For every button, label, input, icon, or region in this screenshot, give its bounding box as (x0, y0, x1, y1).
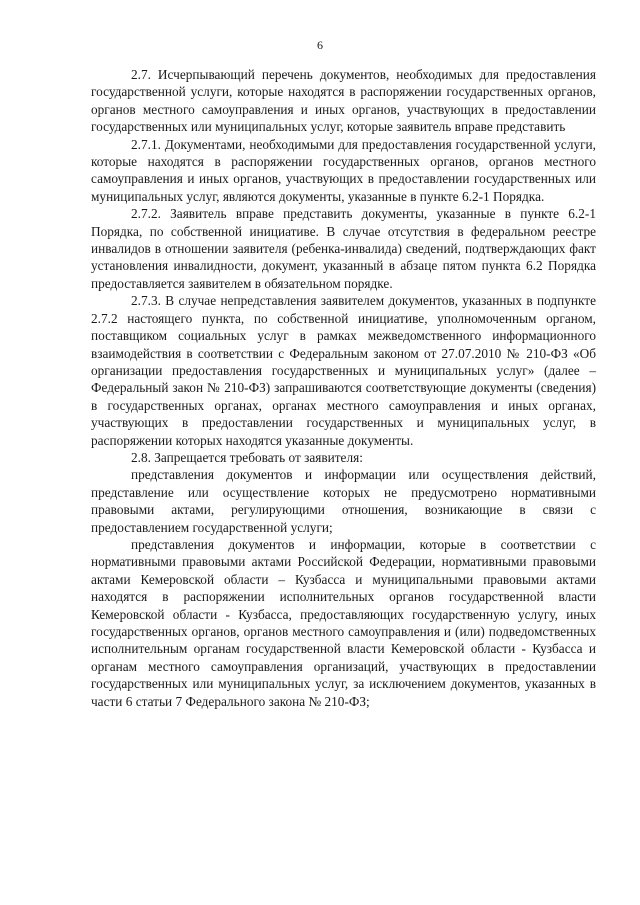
paragraph-2-8-item-1: представления документов и информации или осуществления действий, представление или осуществление которых не предусмотрено нормативными правовыми актами, регулирующими отношения, возникающие в связи с предоставлением государственной услуги; (91, 467, 596, 535)
paragraph-2-8-item-2: представления документов и информации, которые в соответствии с нормативными правовыми актами Российской Федерации, нормативными правовыми актами Кемеровской области – Кузбасса и муниципальными правовыми актами находятся в распоряжении исполнительных органов государственной власти Кемеровской области - Кузбасса, предоставляющих государственную услугу, иных государственных органов, органов местного самоуправления и (или) подведомственных исполнительным органам государственной власти Кемеровской области - Кузбасса и органам местного самоуправления организаций, участвующих в предоставлении государственных или муниципальных услуг, за исключением документов, указанных в части 6 статьи 7 Федерального закона № 210-ФЗ; (91, 536, 596, 709)
paragraph-2-7-3: 2.7.3. В случае непредставления заявителем документов, указанных в подпункте 2.7.2 настоящего пункта, по собственной инициативе, уполномоченным органом, поставщиком социальных услуг в рамках межведомственного информационного взаимодействия в соответствии с Федеральным законом от 27.07.2010 № 210-ФЗ «Об организации предоставления государственных и муниципальных услуг» (далее – Федеральный закон № 210-ФЗ) запрашиваются соответствующие документы (сведения) в государственных органах, органах местного самоуправления и иных органах, участвующих в предоставлении государственных и муниципальных услуг, в распоряжении которых находятся указанные документы. (91, 293, 596, 448)
document-body (91, 66, 596, 710)
paragraph-2-8: 2.8. Запрещается требовать от заявителя: (131, 449, 363, 465)
paragraph-2-7-2: 2.7.2. Заявитель вправе представить документы, указанные в пункте 6.2-1 Порядка, по собственной инициативе. В случае отсутствия в федеральном реестре инвалидов в отношении заявителя (ребенка-инвалида) сведений, подтверждающих факт установления инвалидности, документ, указанный в абзаце пятом пункта 6.2 Порядка предоставляется заявителем в обязательном порядке. (91, 206, 596, 291)
page-number: 6 (317, 38, 323, 52)
paragraph-2-7-1: 2.7.1. Документами, необходимыми для предоставления государственной услуги, которые находятся в распоряжении государственных органов, органов местного самоуправления и иных органов, участвующих в предоставлении государственных или муниципальных услуг, являются документы, указанные в пункте 6.2-1 Порядка. (91, 136, 596, 204)
paragraph-2-7: 2.7. Исчерпывающий перечень документов, необходимых для предоставления государственной услуги, которые находятся в распоряжении государственных органов, органов местного самоуправления и иных органов, участвующих в предоставлении государственных или муниципальных услуг, которые заявитель вправе представить (91, 67, 596, 135)
